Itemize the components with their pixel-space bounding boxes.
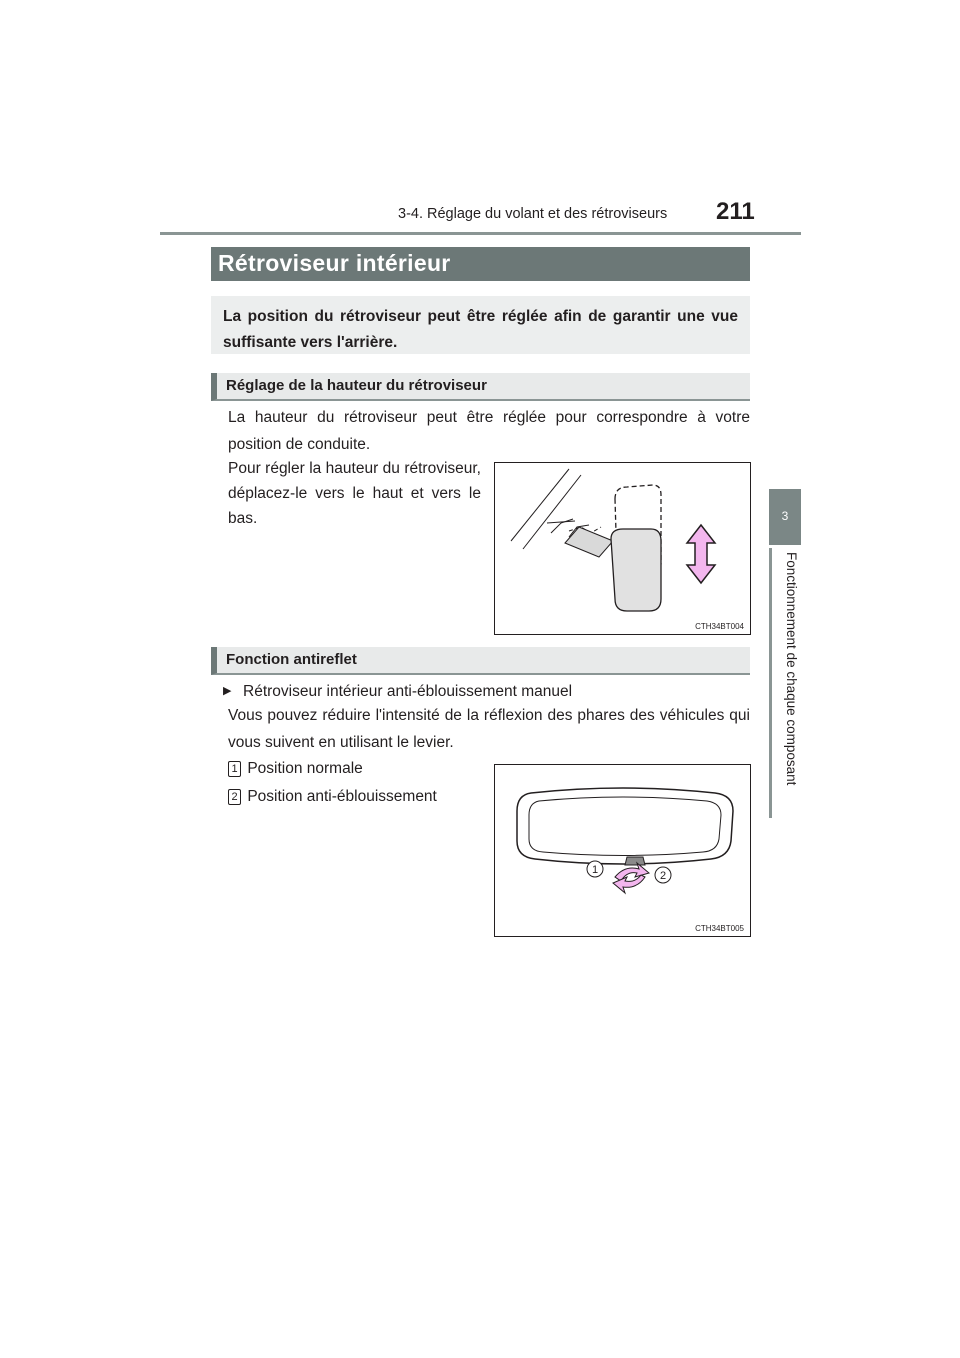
- figure-label-1: 1: [591, 864, 599, 876]
- mirror-antiglare-illustration: [495, 765, 752, 938]
- heading-antiglare: Fonction antireflet: [211, 647, 750, 675]
- figure-code: CTH34BT004: [695, 622, 744, 631]
- running-header: 3-4. Réglage du volant et des rétroviseurs: [398, 206, 668, 222]
- list-item: [228, 786, 437, 808]
- chapter-tab: 3: [769, 489, 801, 545]
- section-title-bar: [211, 247, 750, 281]
- item-number-badge: 2: [228, 789, 241, 805]
- side-divider: [769, 548, 772, 818]
- figure-antiglare: [494, 764, 751, 937]
- figure-code: CTH34BT005: [695, 924, 744, 933]
- chapter-label: Fonctionnement de chaque composant: [784, 552, 799, 786]
- list-item: [228, 758, 363, 780]
- item-label: Position normale: [247, 760, 363, 777]
- height-paragraph-1: La hauteur du rétroviseur peut être réglée pour correspondre à votre position de conduite.: [228, 409, 750, 453]
- item-number-badge: 1: [228, 761, 241, 777]
- mirror-height-illustration: [495, 463, 752, 636]
- figure-height-adjust: [494, 462, 751, 635]
- antiglare-bullet: ▶ Rétroviseur intérieur anti-éblouissement manuel: [243, 678, 723, 705]
- item-label: Position anti-éblouissement: [247, 788, 437, 805]
- page-number: 211: [716, 198, 755, 225]
- heading-height-adjust: Réglage de la hauteur du rétroviseur: [211, 373, 750, 401]
- intro-box: La position du rétroviseur peut être réglée afin de garantir une vue suffisante vers l'arrière.: [211, 296, 750, 354]
- antiglare-paragraph: Vous pouvez réduire l'intensité de la réflexion des phares des véhicules qui vous suivent en utilisant le levier.: [228, 707, 750, 751]
- section-title: Rétroviseur intérieur: [218, 250, 451, 276]
- figure-label-2: 2: [659, 870, 667, 882]
- height-paragraph-2: Pour régler la hauteur du rétroviseur, déplacez-le vers le haut et vers le bas.: [228, 460, 481, 527]
- header-divider: [160, 232, 801, 235]
